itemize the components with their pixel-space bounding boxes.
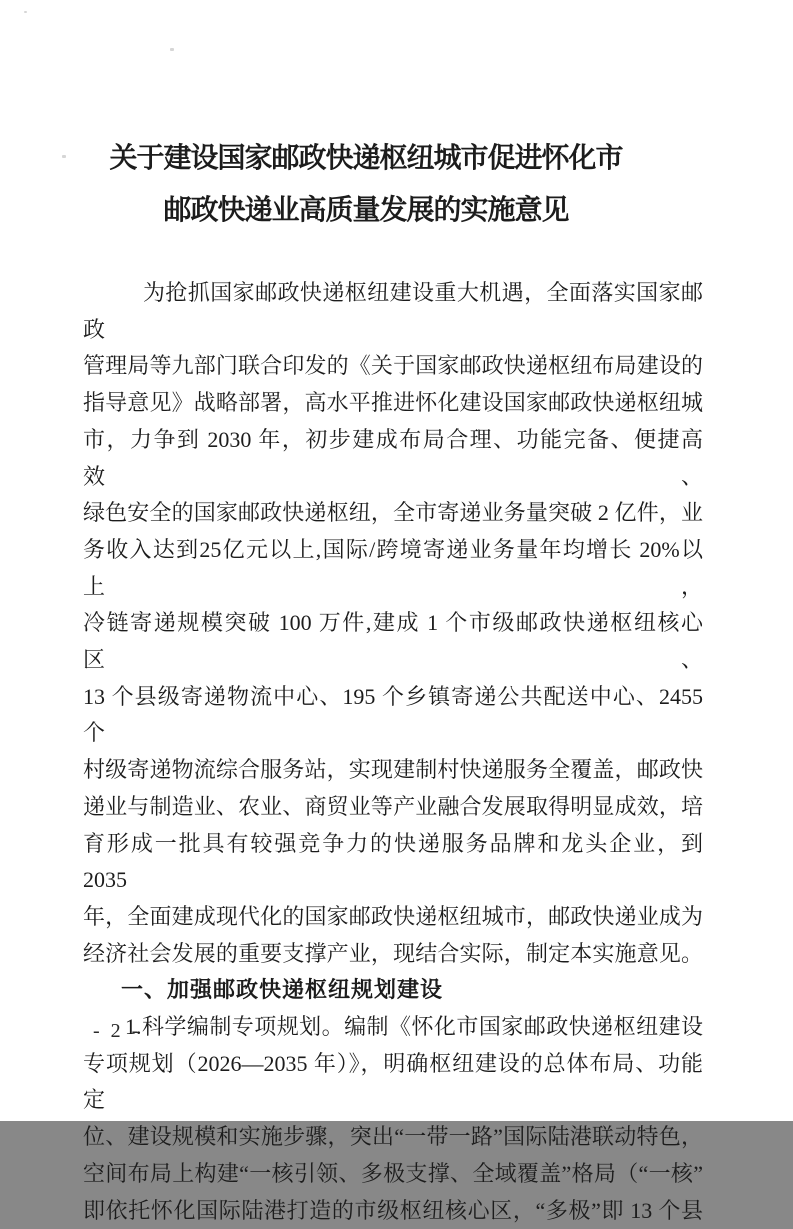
body-line: 年，全面建成现代化的国家邮政快递枢纽城市，邮政快递业成为 xyxy=(83,903,703,929)
document-body xyxy=(83,275,703,1229)
body-line: 经济社会发展的重要支撑产业，现结合实际，制定本实施意见。 xyxy=(83,940,703,966)
body-line: 位、建设规模和实施步骤，突出“一带一路”国际陆港联动特色， xyxy=(83,1124,703,1150)
page-number: - 2 - xyxy=(93,1020,142,1042)
document-title-line-1: 关于建设国家邮政快递枢纽城市促进怀化市 xyxy=(109,143,623,174)
document-content xyxy=(83,0,703,1229)
body-line: 13 个县级寄递物流中心、195 个乡镇寄递公共配送中心、2455 个 xyxy=(83,683,703,746)
body-line: 为抢抓国家邮政快递枢纽建设重大机遇，全面落实国家邮政 xyxy=(83,280,703,342)
body-line: 育形成一批具有较强竞争力的快递服务品牌和龙头企业，到 2035 xyxy=(83,830,703,893)
section-1-heading: 一、加强邮政快递枢纽规划建设 xyxy=(121,977,444,1003)
body-line: 递业与制造业、农业、商贸业等产业融合发展取得明显成效，培 xyxy=(83,793,703,819)
body-line: 1.科学编制专项规划。编制《怀化市国家邮政快递枢纽建设 xyxy=(125,1014,703,1040)
body-line: 专项规划（2026—2035 年）》，明确枢纽建设的总体布局、功能定 xyxy=(83,1050,703,1113)
scan-speck xyxy=(24,11,27,13)
body-line: 空间布局上构建“一核引领、多极支撑、全域覆盖”格局（“一核” xyxy=(83,1160,703,1186)
body-line: 务收入达到25亿元以上,国际/跨境寄递业务量年均增长 20%以上， xyxy=(83,536,703,599)
body-line: 管理局等九部门联合印发的《关于国家邮政快递枢纽布局建设的 xyxy=(83,353,703,379)
body-line: 绿色安全的国家邮政快递枢纽，全市寄递业务量突破 2 亿件，业 xyxy=(83,500,703,526)
document-title xyxy=(56,133,676,237)
body-line: 村级寄递物流综合服务站，实现建制村快递服务全覆盖，邮政快 xyxy=(83,757,703,783)
body-line: 指导意见》战略部署，高水平推进怀化建设国家邮政快递枢纽城 xyxy=(83,390,703,416)
body-line: 市，力争到 2030 年，初步建成布局合理、功能完备、便捷高效、 xyxy=(83,426,703,489)
body-line: 冷链寄递规模突破 100 万件,建成 1 个市级邮政快递枢纽核心区、 xyxy=(83,610,703,673)
document-title-line-2: 邮政快递业高质量发展的实施意见 xyxy=(163,195,569,226)
body-line: 即依托怀化国际陆港打造的市级枢纽核心区，“多极”即 13 个县 xyxy=(83,1197,703,1223)
